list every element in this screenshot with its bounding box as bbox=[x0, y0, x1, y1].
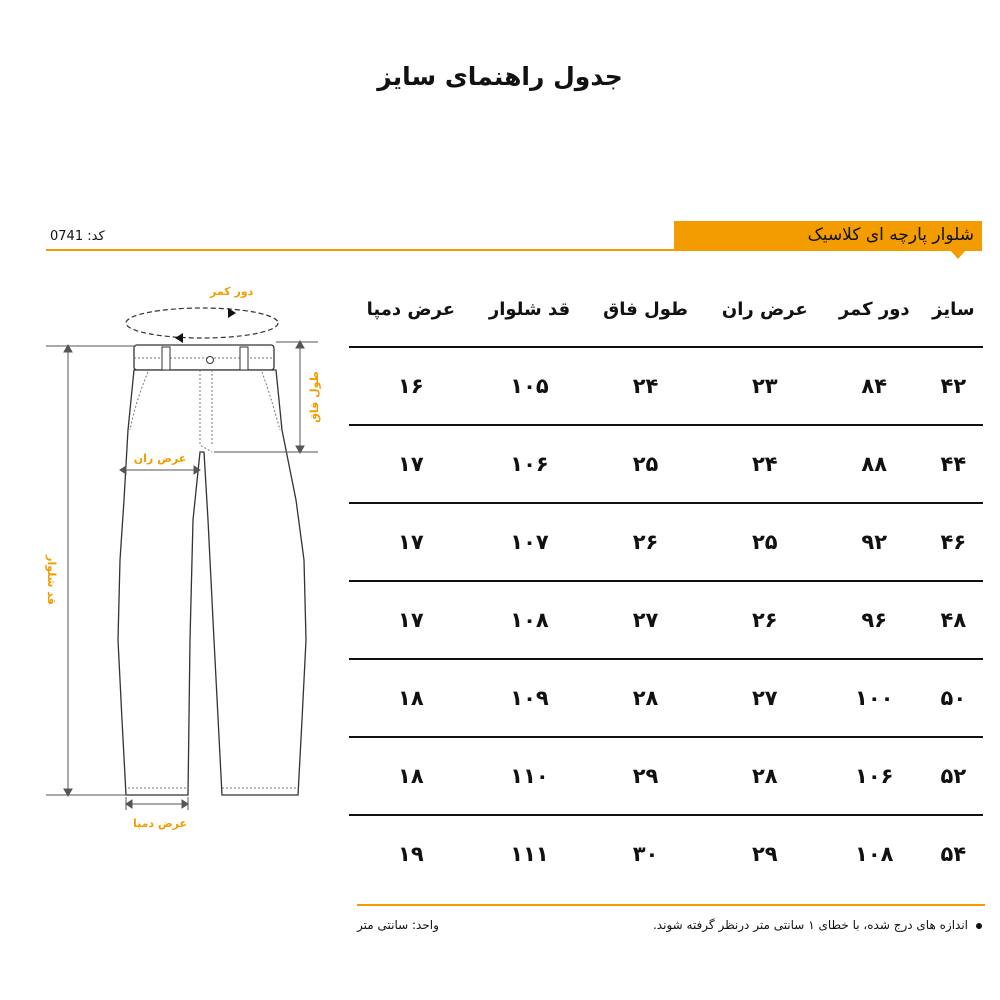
header-length: قد شلوار bbox=[473, 272, 587, 347]
cell-waist: ۹۲ bbox=[825, 503, 924, 581]
header-size: سایز bbox=[924, 272, 983, 347]
page-title: جدول راهنمای سایز bbox=[377, 62, 623, 91]
product-name-banner: شلوار پارچه ای کلاسیک bbox=[674, 221, 982, 250]
table-row bbox=[349, 815, 983, 892]
cell-rise: ۲۷ bbox=[586, 581, 704, 659]
cell-size: ۵۲ bbox=[924, 737, 983, 815]
cell-rise: ۲۸ bbox=[586, 659, 704, 737]
table-row bbox=[349, 737, 983, 815]
cell-hem: ۱۶ bbox=[349, 347, 473, 425]
cell-rise: ۲۴ bbox=[586, 347, 704, 425]
cell-waist: ۱۰۶ bbox=[825, 737, 924, 815]
product-code bbox=[50, 229, 105, 244]
cell-rise: ۳۰ bbox=[632, 842, 659, 866]
cell-length: ۱۰۸ bbox=[473, 581, 587, 659]
waist-label: دور کمر bbox=[210, 285, 254, 298]
cell-thigh: ۲۷ bbox=[705, 659, 825, 737]
cell-size: ۴۸ bbox=[924, 581, 983, 659]
cell-thigh: ۲۹ bbox=[751, 842, 778, 866]
cell-hem: ۱۸ bbox=[349, 659, 473, 737]
cell-size: ۵۴ bbox=[940, 842, 967, 866]
cell-waist: ۱۰۰ bbox=[825, 659, 924, 737]
cell-size: ۴۲ bbox=[924, 347, 983, 425]
hem-label: عرض دمپا bbox=[132, 817, 188, 830]
cell-length: ۱۱۱ bbox=[510, 842, 549, 866]
cell-waist: ۸۸ bbox=[825, 425, 924, 503]
cell-waist: ۱۰۸ bbox=[855, 842, 894, 866]
cell-thigh: ۲۶ bbox=[705, 581, 825, 659]
cell-thigh: ۲۳ bbox=[705, 347, 825, 425]
rise-label: طول فاق bbox=[308, 371, 321, 423]
table-header-row bbox=[349, 272, 983, 347]
cell-length: ۱۰۶ bbox=[473, 425, 587, 503]
table-row bbox=[349, 581, 983, 659]
cell-hem: ۱۸ bbox=[349, 737, 473, 815]
cell-hem: ۱۹ bbox=[398, 842, 424, 866]
table-bottom-divider bbox=[357, 904, 985, 906]
banner-tail bbox=[950, 250, 966, 259]
cell-size: ۴۴ bbox=[924, 425, 983, 503]
cell-hem: ۱۷ bbox=[349, 425, 473, 503]
cell-rise: ۲۵ bbox=[586, 425, 704, 503]
cell-waist: ۹۶ bbox=[825, 581, 924, 659]
cell-hem: ۱۷ bbox=[349, 503, 473, 581]
table-row bbox=[349, 503, 983, 581]
header-rise: طول فاق bbox=[586, 272, 704, 347]
cell-length: ۱۱۰ bbox=[473, 737, 587, 815]
table-row bbox=[349, 347, 983, 425]
product-code-value: 0741 bbox=[50, 229, 84, 244]
waist-measure bbox=[126, 285, 278, 343]
size-table bbox=[349, 272, 983, 892]
cell-rise: ۲۹ bbox=[586, 737, 704, 815]
bullet-icon bbox=[976, 923, 982, 929]
cell-rise: ۲۶ bbox=[586, 503, 704, 581]
product-code-label: کد: bbox=[87, 229, 105, 244]
cell-thigh: ۲۴ bbox=[705, 425, 825, 503]
cell-waist: ۸۴ bbox=[825, 347, 924, 425]
footnote bbox=[653, 918, 982, 932]
thigh-label: عرض ران bbox=[133, 452, 187, 465]
pants-outline bbox=[118, 345, 306, 795]
cell-length: ۱۰۷ bbox=[473, 503, 587, 581]
cell-thigh: ۲۸ bbox=[705, 737, 825, 815]
hem-measure bbox=[126, 797, 188, 810]
cell-size: ۵۰ bbox=[924, 659, 983, 737]
unit-label: واحد: سانتی متر bbox=[357, 918, 439, 932]
header-hem: عرض دمپا bbox=[349, 272, 473, 347]
pants-diagram bbox=[0, 270, 340, 850]
header-waist: دور کمر bbox=[825, 272, 924, 347]
table-row bbox=[349, 659, 983, 737]
length-label: قد شلوار bbox=[45, 555, 58, 605]
cell-hem: ۱۷ bbox=[349, 581, 473, 659]
cell-length: ۱۰۵ bbox=[473, 347, 587, 425]
header-thigh: عرض ران bbox=[705, 272, 825, 347]
cell-length: ۱۰۹ bbox=[473, 659, 587, 737]
table-row bbox=[349, 425, 983, 503]
footnote-text: اندازه های درج شده، با خطای ۱ سانتی متر درنظر گرفته شوند. bbox=[652, 918, 968, 932]
cell-size: ۴۶ bbox=[924, 503, 983, 581]
cell-thigh: ۲۵ bbox=[705, 503, 825, 581]
